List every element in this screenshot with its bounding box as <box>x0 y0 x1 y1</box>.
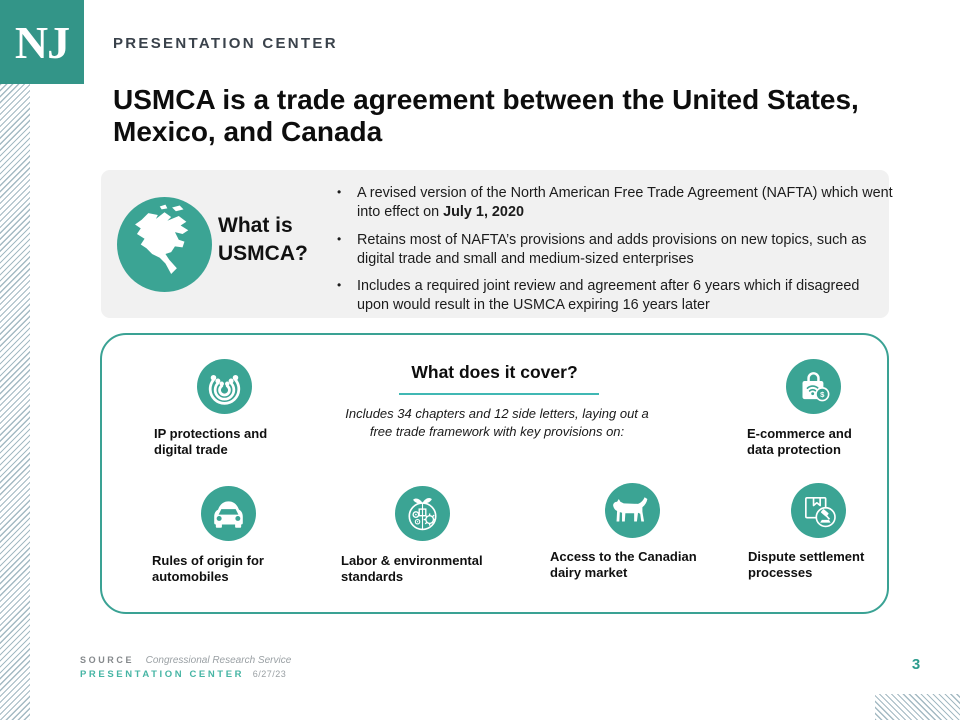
coverage-item-ecommerce <box>747 359 879 459</box>
nj-logo <box>0 0 84 84</box>
cow-icon <box>605 483 660 538</box>
footer-source-line <box>80 655 291 666</box>
coverage-item-dairy <box>550 483 714 582</box>
slide-title: USMCA is a trade agreement between the United States, Mexico, and Canada <box>113 84 859 148</box>
coverage-heading-underline <box>399 393 599 395</box>
coverage-item-label: IP protections and digital trade <box>154 426 268 458</box>
corner-stripe-decoration <box>875 694 960 720</box>
north-america-globe-icon <box>117 197 212 292</box>
coverage-item-dispute <box>748 483 888 582</box>
footer-date: 6/27/23 <box>252 669 287 679</box>
what-is-usmca-card <box>101 170 893 318</box>
bullet-dot: • <box>337 185 342 199</box>
car-icon <box>201 486 256 541</box>
footer-brand-line <box>80 669 286 680</box>
svg-text:$: $ <box>819 389 824 399</box>
coverage-item-ip <box>154 359 294 459</box>
what-is-bullet-list <box>337 184 893 315</box>
coverage-item-automobiles <box>152 486 304 586</box>
bullet-item <box>337 184 893 222</box>
coverage-subtext: Includes 34 chapters and 12 side letters, laying out a free trade framework with key provisions on: <box>345 406 649 439</box>
bullet-item <box>337 277 893 315</box>
footer-presentation-center: PRESENTATION CENTER <box>80 669 245 680</box>
coverage-item-labor <box>341 486 503 586</box>
bullet-item <box>337 231 893 269</box>
source-label: SOURCE <box>80 655 135 665</box>
coverage-item-label: Dispute settlement processes <box>748 549 865 581</box>
bullet-text: Retains most of NAFTA’s provisions and adds provisions on new topics, such as digital trade and small and medium-sized enterprises <box>357 231 867 267</box>
bullet-text: Includes a required joint review and agreement after 6 years which if disagreed upon would result in the USMCA expiring 16 years later <box>357 278 860 314</box>
gear-leaf-icon <box>395 486 450 541</box>
coverage-item-label: E-commerce and data protection <box>747 426 852 458</box>
left-stripe-decoration <box>0 84 30 720</box>
nj-logo-text: NJ <box>14 16 70 68</box>
coverage-item-label: Labor & environmental standards <box>341 553 483 585</box>
coverage-item-label: Access to the Canadian dairy market <box>550 549 697 581</box>
gavel-package-icon <box>791 483 846 538</box>
page-number: 3 <box>911 656 921 673</box>
presentation-center-header: PRESENTATION CENTER <box>113 35 338 52</box>
bullet-text: A revised version of the North American Free Trade Agreement (NAFTA) which went into effect on July 1, 2020 <box>357 185 893 220</box>
digital-network-icon <box>197 359 252 414</box>
shopping-bag-icon <box>786 359 841 414</box>
what-does-it-cover-card <box>100 333 889 614</box>
bullet-dot: • <box>337 278 342 293</box>
source-value: Congressional Research Service <box>145 655 292 666</box>
coverage-item-label: Rules of origin for automobiles <box>152 553 264 585</box>
what-is-heading: What is USMCA? <box>218 214 308 265</box>
coverage-heading: What does it cover? <box>411 362 578 382</box>
bullet-dot: • <box>337 231 342 246</box>
